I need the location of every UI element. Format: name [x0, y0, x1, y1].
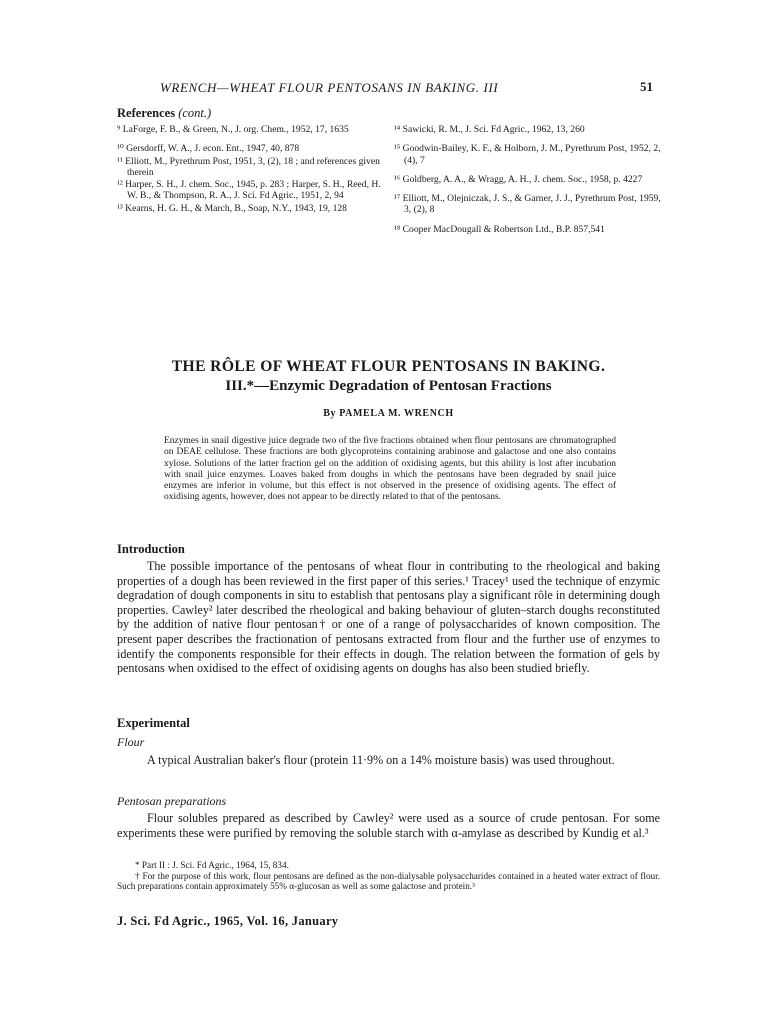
references-heading-text: References [117, 106, 176, 120]
introduction-section [117, 559, 660, 676]
references-cont-label: (cont.) [178, 106, 212, 120]
reference-text: Kearns, H. G. H., & March, B., Soap, N.Y., 1943, 19, 128 [125, 202, 347, 214]
reference-item [117, 179, 387, 202]
footnote: † For the purpose of this work, flour pentosans are defined as the non-dialysable polysaccharides contained in a heated water extract of flour. Such preparations contain approximately 55% α-glucosan as well as some galactose and protein.³ [117, 870, 660, 891]
reference-text: Sawicki, R. M., J. Sci. Fd Agric., 1962, 13, 260 [402, 124, 585, 135]
reference-item [394, 143, 664, 166]
flour-subheading: Flour [117, 735, 145, 749]
reference-number: ¹⁷ [394, 193, 401, 205]
reference-text: Cooper MacDougall & Robertson Ltd., B.P. 857,541 [402, 223, 605, 235]
reference-number: ¹¹ [117, 155, 123, 167]
pentosan-subheading: Pentosan preparations [117, 794, 227, 808]
reference-text: Elliott, M., Olejniczak, J. S., & Garner, J. J., Pyrethrum Post, 1959, 3, (2), 8 [402, 193, 661, 216]
reference-number: ¹³ [117, 202, 123, 214]
reference-item [394, 124, 664, 135]
reference-text: LaForge, F. B., & Green, N., J. org. Chem., 1952, 17, 1635 [122, 124, 349, 135]
journal-footer: J. Sci. Fd Agric., 1965, Vol. 16, January [117, 914, 339, 928]
author-byline: By PAMELA M. WRENCH [323, 408, 454, 419]
flour-paragraph: A typical Australian baker's flour (protein 11·9% on a 14% moisture basis) was used throughout. [147, 753, 615, 767]
reference-item [117, 156, 387, 179]
references-heading [117, 106, 211, 121]
reference-text: Goldberg, A. A., & Wragg, A. H., J. chem. Soc., 1958, p. 4227 [402, 173, 643, 185]
introduction-paragraph: The possible importance of the pentosans of wheat flour in contributing to the rheological and baking properties of a dough has been reviewed in the first paper of this series.¹ Tracey¹ used the technique of enzymic degradation of dough components in situ to establish that pentosans play a significant rôle in determining dough properties. Cawley² later described the rheological and baking behaviour of gluten–starch doughs reconstituted by the addition of native flour pentosan† or one of a range of polysaccharides of known composition. The present paper describes the fractionation of pentosans extracted from flour and the further use of enzymes to identify the components responsible for their effects in dough. The relation between the formation of gels by pentosans when oxidised to the effect of oxidising agents on doughs has also been studied briefly. [117, 559, 660, 676]
abstract: Enzymes in snail digestive juice degrade two of the five fractions obtained when flour pentosans are chromatographed on DEAE cellulose. These fractions are both glycoproteins containing arabinose and galactose and one also contains xylose. Solutions of the latter fraction gel on the addition of oxidising agents, but this ability is lost after incubation with snail juice enzymes. Loaves baked from doughs in which the pentosans have been degraded by snail juice enzymes are inferior in volume, but this effect is not observed in the presence of oxidising agents. The effect of oxidising agents, however, does not appear to be directly related to that of the pentosans. [164, 436, 616, 503]
reference-item [117, 203, 387, 214]
running-head: WRENCH—WHEAT FLOUR PENTOSANS IN BAKING. III [160, 80, 499, 95]
reference-number: ¹⁶ [394, 173, 401, 185]
reference-number: ⁹ [117, 124, 121, 135]
references-right-column [394, 124, 664, 236]
reference-text: Elliott, M., Pyrethrum Post, 1951, 3, (2), 18 ; and references given therein [125, 155, 380, 178]
flour-section [117, 753, 660, 768]
reference-item [117, 143, 387, 154]
reference-number: ¹⁰ [117, 143, 124, 155]
reference-number: ¹⁸ [394, 223, 401, 235]
paper-subtitle: III.*—Enzymic Degradation of Pentosan Fractions [225, 378, 552, 394]
reference-number: ¹² [117, 179, 123, 191]
references-left-column [117, 124, 387, 215]
reference-text: Goodwin-Bailey, K. F., & Holborn, J. M., Pyrethrum Post, 1952, 2, (4), 7 [402, 143, 661, 166]
reference-item [117, 124, 387, 135]
reference-number: ¹⁴ [394, 124, 401, 135]
experimental-heading: Experimental [117, 716, 190, 730]
reference-item [394, 193, 664, 216]
pentosan-section [117, 811, 660, 840]
reference-item [394, 224, 664, 235]
footnotes [117, 860, 660, 892]
reference-text: Harper, S. H., J. chem. Soc., 1945, p. 283 ; Harper, S. H., Reed, H. W. B., & Thompson, R. A., J. Sci. Fd Agric., 1951, 2, 94 [125, 179, 381, 202]
reference-item [394, 174, 664, 185]
introduction-heading: Introduction [117, 542, 185, 556]
footnote: * Part II : J. Sci. Fd Agric., 1964, 15, 834. [135, 860, 289, 870]
reference-number: ¹⁵ [394, 143, 401, 155]
reference-text: Gersdorff, W. A., J. econ. Ent., 1947, 40, 878 [126, 143, 300, 155]
pentosan-paragraph: Flour solubles prepared as described by Cawley² were used as a source of crude pentosan. For some experiments these were purified by removing the soluble starch with α-amylase as described by Kundig et al.³ [117, 811, 660, 840]
page-number: 51 [640, 79, 653, 94]
paper-title: THE RÔLE OF WHEAT FLOUR PENTOSANS IN BAKING. [171, 358, 606, 375]
